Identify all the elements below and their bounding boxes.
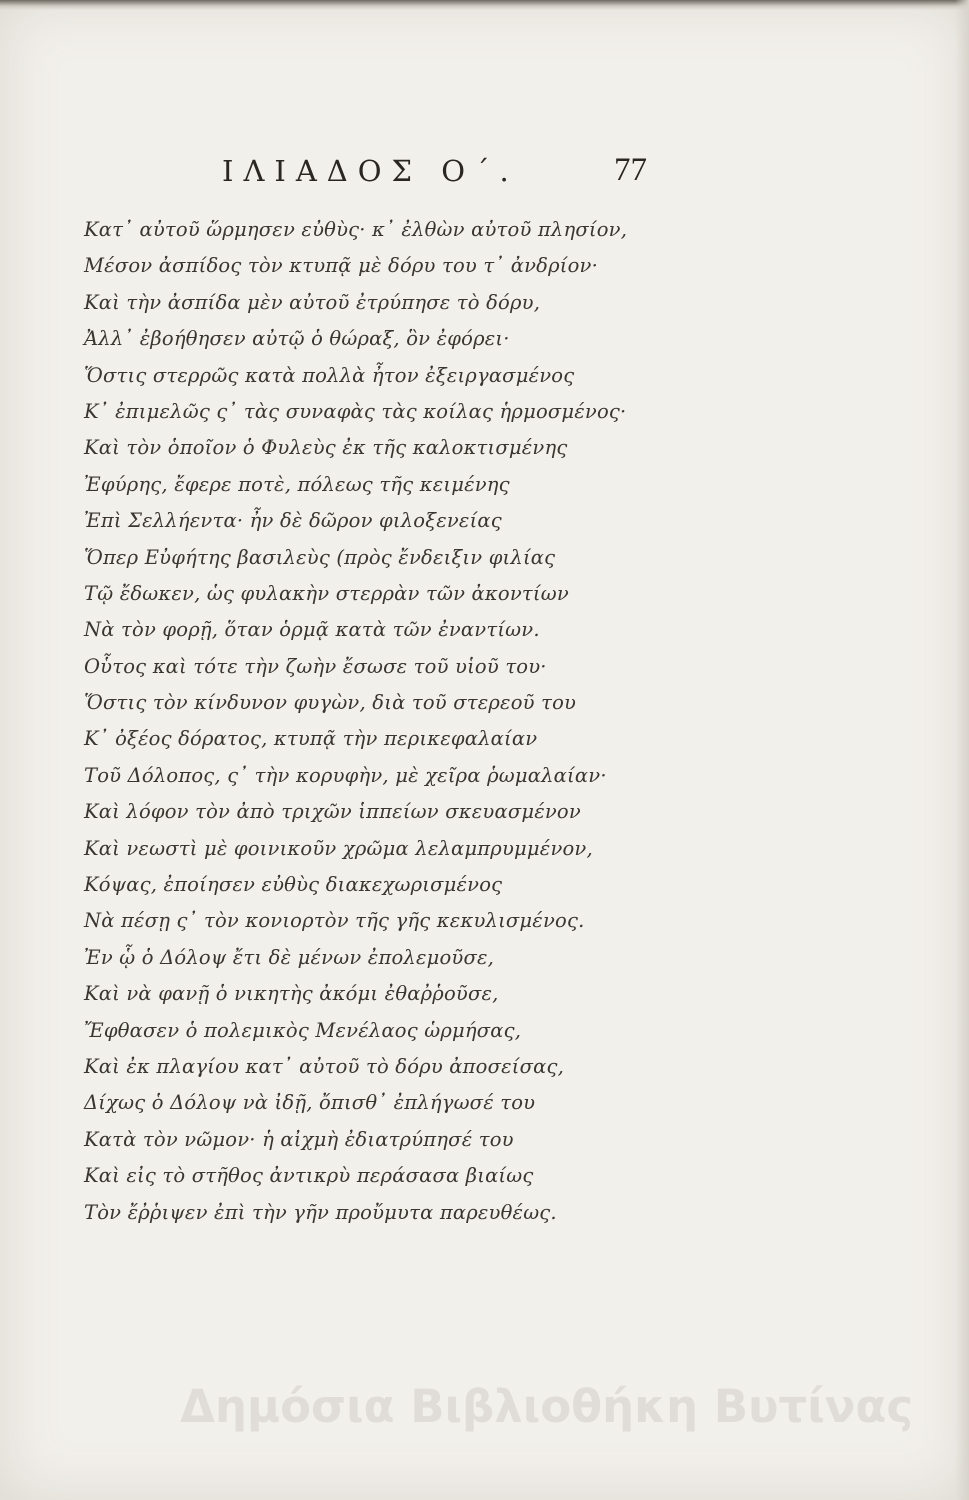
verse-line: Καὶ τὸν ὁποῖον ὁ Φυλεὺς ἐκ τῆς καλοκτισμένης xyxy=(84,436,568,460)
verse-line: Μέσον ἀσπίδος τὸν κτυπᾷ μὲ δόρυ του τ᾽ ἀνδρίον· xyxy=(84,254,598,278)
library-watermark: Δημόσια Βιβλιοθήκη Βυτίνας xyxy=(180,1380,913,1433)
verse-line: Ὅπερ Εὐφήτης βασιλεὺς (πρὸς ἔνδειξιν φιλίας xyxy=(84,545,556,569)
verse-line: Κ᾽ ὀξέος δόρατος, κτυπᾷ τὴν περικεφαλαίαν xyxy=(84,727,538,751)
verse-line: Καὶ εἰς τὸ στῆθος ἀντικρὺ περάσασα βιαίως xyxy=(84,1164,534,1188)
page-number: 77 xyxy=(614,152,647,188)
verse-line: Τῷ ἔδωκεν, ὡς φυλακὴν στερρὰν τῶν ἀκοντίων xyxy=(84,581,569,605)
verse-line: Νὰ τὸν φορῇ, ὅταν ὁρμᾷ κατὰ τῶν ἐναντίων. xyxy=(84,618,540,642)
verse-line: Κ᾽ ἐπιμελῶς ς᾽ τὰς συναφὰς τὰς κοίλας ἡρμοσμένος· xyxy=(84,399,627,423)
verse-line: Οὗτος καὶ τότε τὴν ζωὴν ἔσωσε τοῦ υἱοῦ του· xyxy=(84,654,547,678)
verse-line: Ἔφθασεν ὁ πολεμικὸς Μενέλαος ὡρμήσας, xyxy=(84,1018,522,1042)
verse-line: Νὰ πέσῃ ς᾽ τὸν κονιορτὸν τῆς γῆς κεκυλισμένος. xyxy=(84,909,585,933)
verse-line: Καὶ νὰ φανῇ ὁ νικητὴς ἀκόμι ἐθαῤῥοῦσε, xyxy=(84,982,499,1006)
verse-line: Κατ᾽ αὐτοῦ ὥρμησεν εὐθὺς· κ᾽ ἐλθὼν αὐτοῦ πλησίον, xyxy=(84,218,628,241)
verse-line: Τοῦ Δόλοπος, ς᾽ τὴν κορυφὴν, μὲ χεῖρα ῥωμαλαίαν· xyxy=(84,763,607,787)
verse-line: Κόψας, ἐποίησεν εὐθὺς διακεχωρισμένος xyxy=(84,873,503,897)
verse-line: Καὶ ἐκ πλαγίου κατ᾽ αὐτοῦ τὸ δόρυ ἀποσείσας, xyxy=(84,1054,565,1078)
verse-line: Ἐν ᾧ ὁ Δόλοψ ἔτι δὲ μένων ἐπολεμοῦσε, xyxy=(84,945,495,969)
verse-line: Καὶ τὴν ἀσπίδα μὲν αὐτοῦ ἐτρύπησε τὸ δόρυ, xyxy=(84,290,541,314)
page-top-edge xyxy=(0,0,969,10)
verse-line: Ἐφύρης, ἔφερε ποτὲ, πόλεως τῆς κειμένης xyxy=(84,472,510,496)
verse-line: Ὅστις τὸν κίνδυνον φυγὼν, διὰ τοῦ στερεοῦ του xyxy=(84,691,577,715)
verse-line: Ἀλλ᾽ ἐβοήθησεν αὐτῷ ὁ θώραξ, ὃν ἐφόρει· xyxy=(84,327,510,351)
page-header xyxy=(0,150,969,200)
verse-line: Κατὰ τὸν νῶμον· ἡ αἰχμὴ ἐδιατρύπησέ του xyxy=(84,1127,514,1151)
running-title: ΙΛΙΑΔΟΣ Ο΄. xyxy=(222,154,519,188)
verse-line: Ὅστις στερρῶς κατὰ πολλὰ ἦτον ἐξειργασμένος xyxy=(84,363,575,387)
verse-text xyxy=(84,212,684,1231)
verse-line: Καὶ λόφον τὸν ἀπὸ τριχῶν ἱππείων σκευασμένον xyxy=(84,800,581,824)
verse-line: Δίχως ὁ Δόλοψ νὰ ἰδῇ, ὄπισθ᾽ ἐπλήγωσέ του xyxy=(84,1091,536,1115)
verse-line: Ἐπὶ Σελλήεντα· ἦν δὲ δῶρον φιλοξενείας xyxy=(84,509,502,533)
verse-line: Καὶ νεωστὶ μὲ φοινικοῦν χρῶμα λελαμπρυμμένον, xyxy=(84,836,593,860)
verse-line: Τὸν ἔῤῥιψεν ἐπὶ τὴν γῆν προὔμυτα παρευθέως. xyxy=(84,1200,557,1224)
page-right-edge xyxy=(955,0,969,1500)
